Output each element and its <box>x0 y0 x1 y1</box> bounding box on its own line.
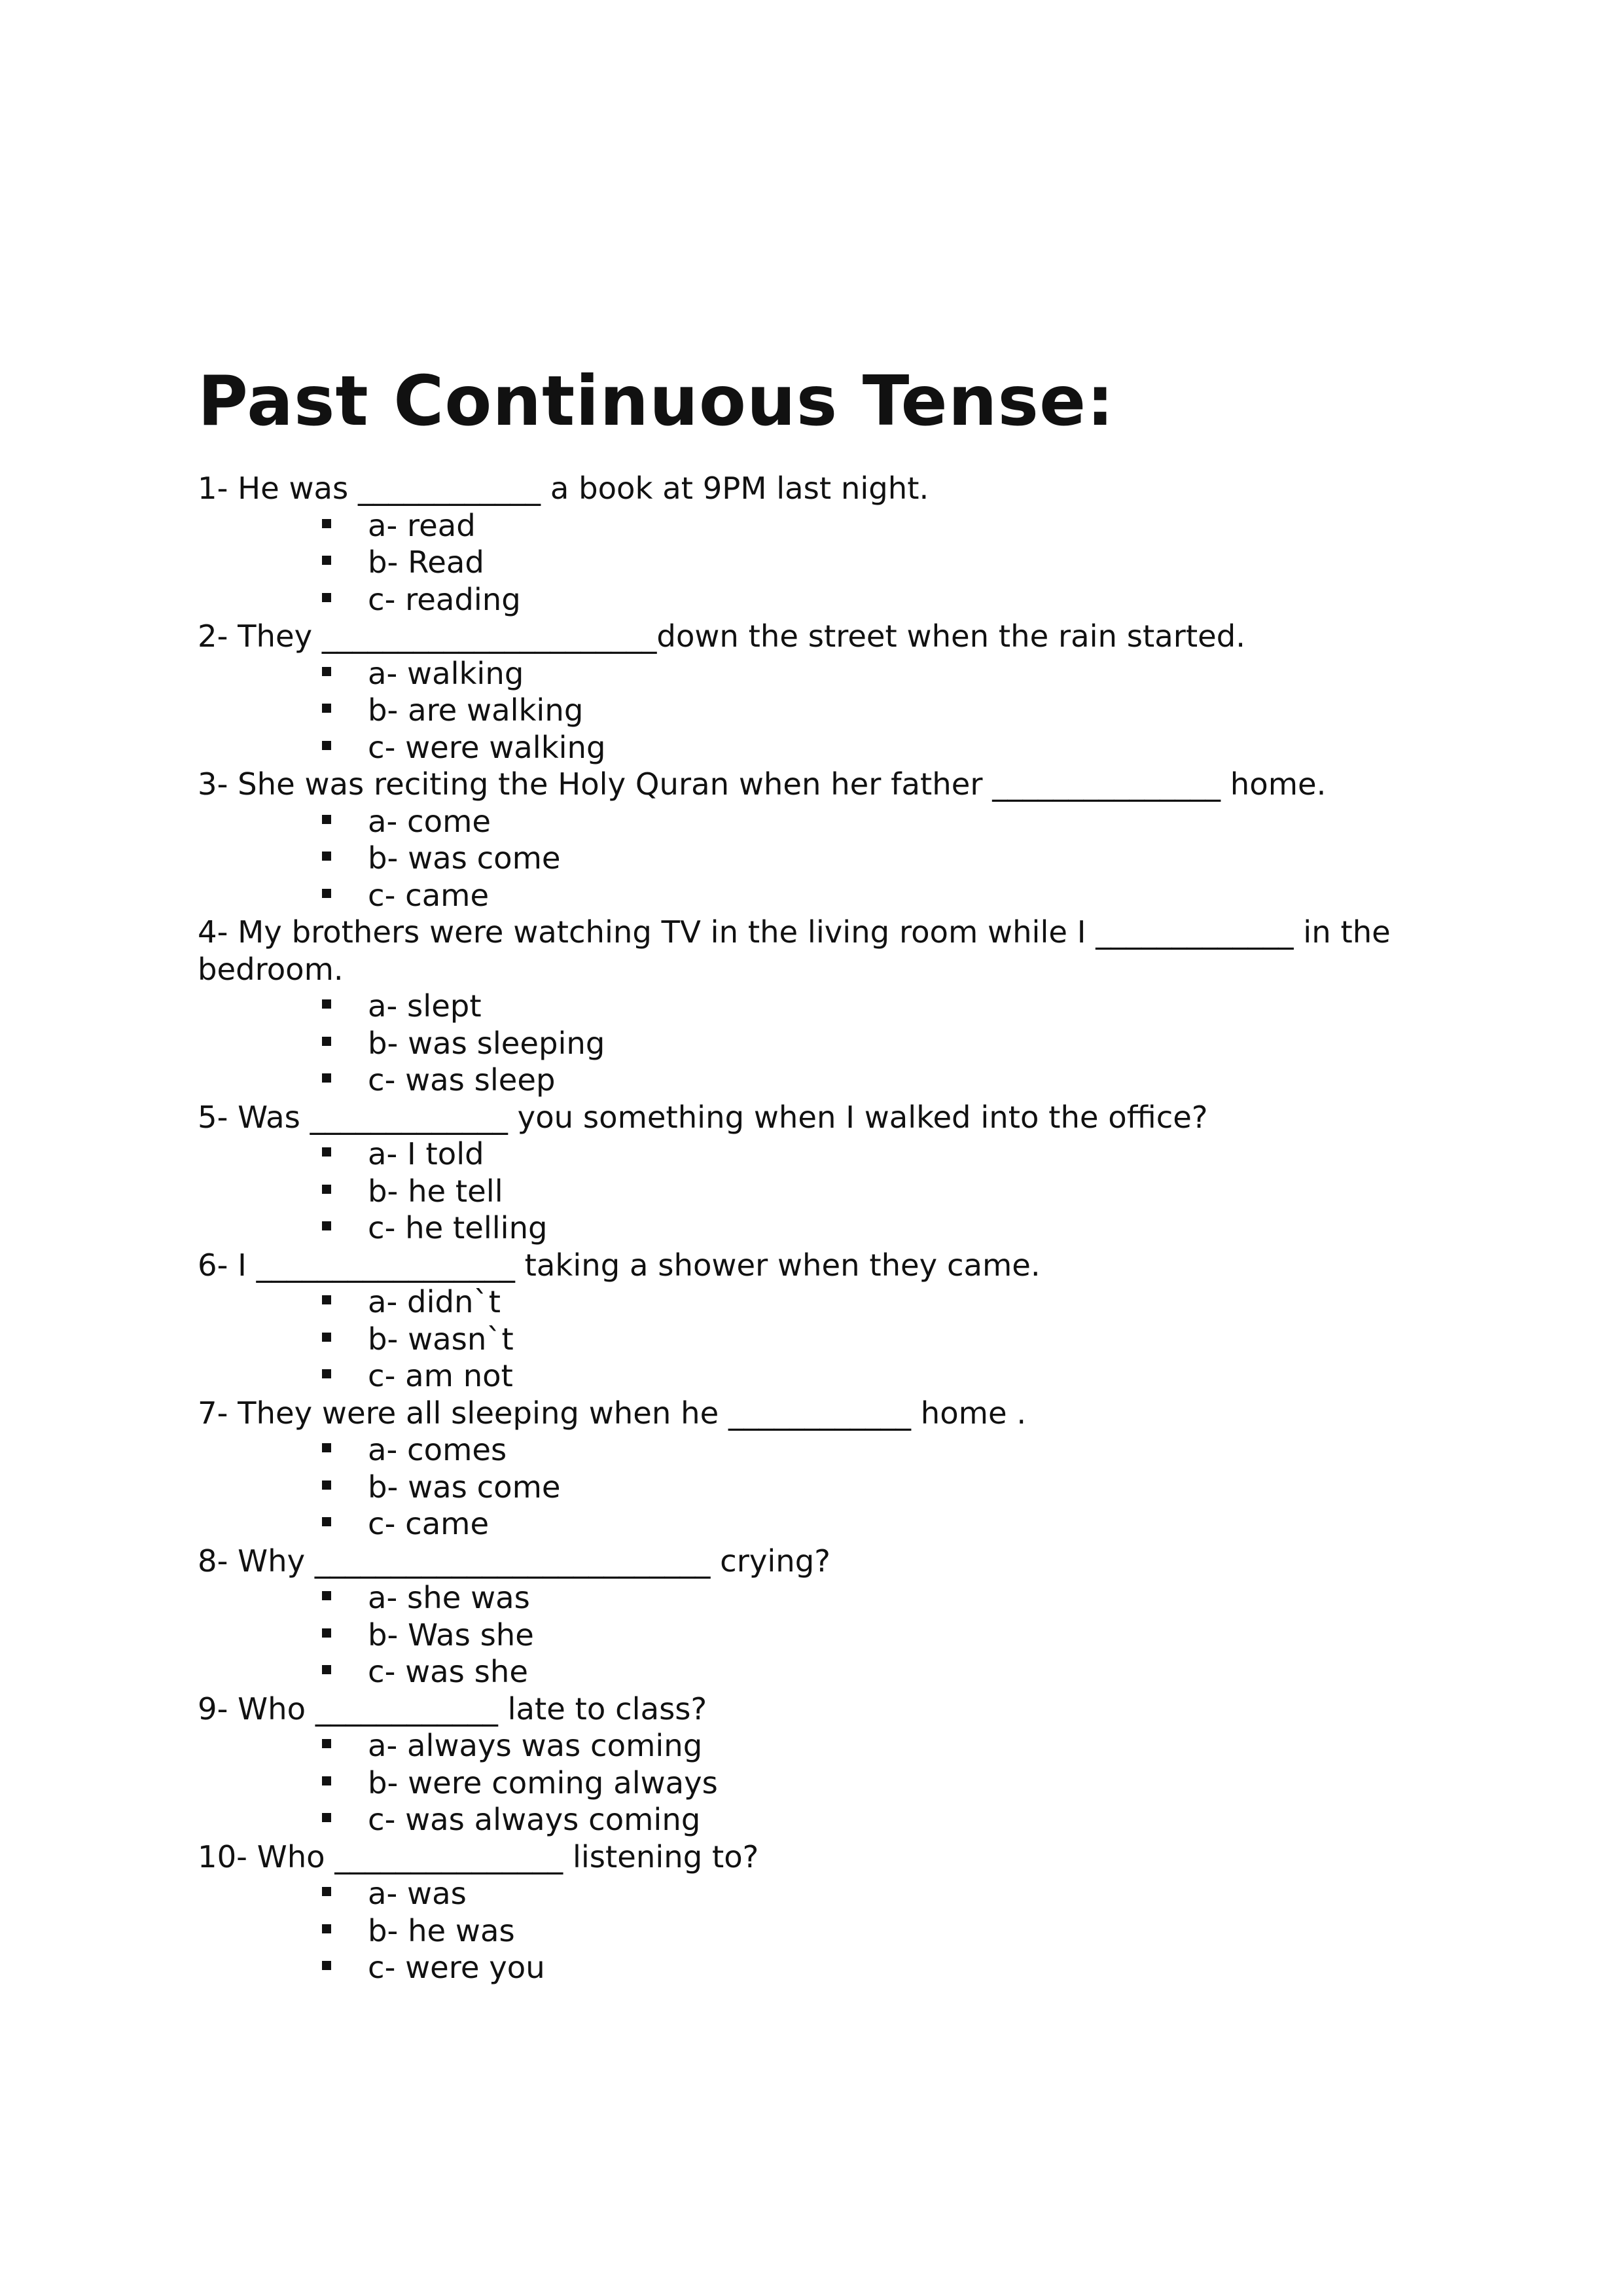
answer-option <box>198 1579 1441 1617</box>
answer-option <box>198 1283 1441 1321</box>
square-bullet-icon <box>322 1369 331 1378</box>
answer-option <box>198 1765 1441 1802</box>
worksheet-title: Past Continuous Tense: <box>198 361 1115 441</box>
answer-option <box>198 1875 1441 1912</box>
answer-option <box>198 507 1441 545</box>
answer-option-label: a- walking <box>368 655 524 691</box>
answer-option-label: c- was she <box>368 1654 528 1689</box>
question-text: 8- Why __________________________ crying? <box>198 1543 830 1579</box>
answer-option <box>198 1357 1441 1395</box>
answer-option <box>198 655 1441 692</box>
answer-option-label: b- are walking <box>368 692 584 728</box>
question-text: 6- I _________________ taking a shower when they came. <box>198 1247 1041 1283</box>
question-block <box>198 1839 1441 1986</box>
answer-option-label: b- were coming always <box>368 1765 718 1801</box>
question-text: 2- They ______________________down the street when the rain started. <box>198 619 1246 654</box>
square-bullet-icon <box>322 1073 331 1083</box>
square-bullet-icon <box>322 1813 331 1822</box>
answer-options <box>198 1431 1441 1543</box>
worksheet-content <box>198 359 1441 1986</box>
answer-option-label: a- I told <box>368 1136 484 1172</box>
answer-option-label: a- always was coming <box>368 1728 703 1763</box>
answer-option-label: b- was come <box>368 840 561 876</box>
answer-options <box>198 1579 1441 1691</box>
question-text: 1- He was ____________ a book at 9PM last night. <box>198 471 929 506</box>
question-text: 3- She was reciting the Holy Quran when her father _______________ home. <box>198 766 1327 802</box>
square-bullet-icon <box>322 999 331 1009</box>
square-bullet-icon <box>322 1776 331 1785</box>
answer-option <box>198 988 1441 1025</box>
answer-option <box>198 581 1441 619</box>
answer-option-label: b- he was <box>368 1912 515 1948</box>
answer-option-label: c- were walking <box>368 729 606 765</box>
answer-option-label: b- Read <box>368 545 484 580</box>
answer-option <box>198 729 1441 766</box>
answer-option <box>198 1505 1441 1543</box>
square-bullet-icon <box>322 741 331 750</box>
question-block <box>198 1247 1441 1395</box>
answer-option <box>198 1617 1441 1654</box>
answer-option <box>198 692 1441 729</box>
square-bullet-icon <box>322 1221 331 1230</box>
answer-option-label: a- she was <box>368 1580 530 1615</box>
square-bullet-icon <box>322 1887 331 1896</box>
answer-option-label: b- Was she <box>368 1617 534 1653</box>
answer-options <box>198 988 1441 1099</box>
answer-option <box>198 877 1441 914</box>
answer-option-label: a- come <box>368 803 491 839</box>
answer-option <box>198 544 1441 581</box>
question-text: 4- My brothers were watching TV in the living room while I _____________ in the bedroom. <box>198 914 1400 987</box>
question-block <box>198 1543 1441 1691</box>
question-text: 9- Who ____________ late to class? <box>198 1691 707 1727</box>
answer-option <box>198 1653 1441 1691</box>
square-bullet-icon <box>322 889 331 898</box>
answer-option-label: a- slept <box>368 988 482 1024</box>
square-bullet-icon <box>322 1665 331 1674</box>
answer-option-label: a- read <box>368 507 476 543</box>
square-bullet-icon <box>322 1185 331 1194</box>
square-bullet-icon <box>322 667 331 676</box>
answer-option-label: c- was sleep <box>368 1062 556 1098</box>
square-bullet-icon <box>322 556 331 565</box>
question-block <box>198 470 1441 618</box>
answer-option-label: c- came <box>368 877 490 913</box>
answer-option <box>198 1949 1441 1986</box>
answer-options <box>198 655 1441 766</box>
answer-option-label: b- was sleeping <box>368 1025 605 1061</box>
answer-options <box>198 507 1441 619</box>
answer-option <box>198 1431 1441 1469</box>
square-bullet-icon <box>322 1147 331 1157</box>
square-bullet-icon <box>322 1037 331 1046</box>
question-text: 5- Was _____________ you something when I walked into the office? <box>198 1099 1208 1135</box>
answer-option-label: c- were you <box>368 1950 545 1985</box>
square-bullet-icon <box>322 1591 331 1600</box>
answer-options <box>198 803 1441 914</box>
square-bullet-icon <box>322 1443 331 1452</box>
answer-option-label: b- was come <box>368 1469 561 1505</box>
question-block <box>198 914 1441 1099</box>
answer-option-label: c- he telling <box>368 1210 548 1246</box>
square-bullet-icon <box>322 1628 331 1638</box>
answer-option <box>198 1136 1441 1173</box>
answer-option <box>198 1321 1441 1358</box>
square-bullet-icon <box>322 1333 331 1342</box>
question-text: 7- They were all sleeping when he ____________ home . <box>198 1395 1027 1431</box>
square-bullet-icon <box>322 815 331 824</box>
square-bullet-icon <box>322 1961 331 1970</box>
square-bullet-icon <box>322 1295 331 1304</box>
answer-options <box>198 1875 1441 1986</box>
answer-option <box>198 1025 1441 1062</box>
question-block <box>198 1395 1441 1543</box>
square-bullet-icon <box>322 852 331 861</box>
answer-option-label: c- am not <box>368 1358 513 1393</box>
answer-option-label: a- didn`t <box>368 1284 501 1319</box>
answer-option-label: c- reading <box>368 581 521 617</box>
answer-option <box>198 1801 1441 1839</box>
question-block <box>198 618 1441 766</box>
answer-options <box>198 1283 1441 1395</box>
question-text: 10- Who _______________ listening to? <box>198 1839 759 1874</box>
answer-option <box>198 803 1441 840</box>
answer-options <box>198 1136 1441 1247</box>
square-bullet-icon <box>322 519 331 528</box>
answer-option <box>198 1210 1441 1247</box>
answer-option <box>198 1912 1441 1950</box>
square-bullet-icon <box>322 1739 331 1748</box>
question-list <box>198 470 1441 1986</box>
answer-option-label: b- wasn`t <box>368 1321 514 1357</box>
square-bullet-icon <box>322 704 331 713</box>
answer-option <box>198 840 1441 877</box>
answer-option-label: a- comes <box>368 1432 507 1467</box>
answer-option-label: c- came <box>368 1506 490 1541</box>
answer-option <box>198 1173 1441 1210</box>
question-block <box>198 766 1441 914</box>
square-bullet-icon <box>322 593 331 602</box>
question-block <box>198 1099 1441 1247</box>
answer-option <box>198 1469 1441 1506</box>
square-bullet-icon <box>322 1517 331 1526</box>
answer-option-label: c- was always coming <box>368 1802 701 1837</box>
answer-option <box>198 1062 1441 1099</box>
square-bullet-icon <box>322 1480 331 1490</box>
question-block <box>198 1691 1441 1839</box>
square-bullet-icon <box>322 1924 331 1933</box>
answer-option <box>198 1727 1441 1765</box>
answer-option-label: b- he tell <box>368 1173 503 1209</box>
answer-option-label: a- was <box>368 1876 467 1911</box>
answer-options <box>198 1727 1441 1839</box>
